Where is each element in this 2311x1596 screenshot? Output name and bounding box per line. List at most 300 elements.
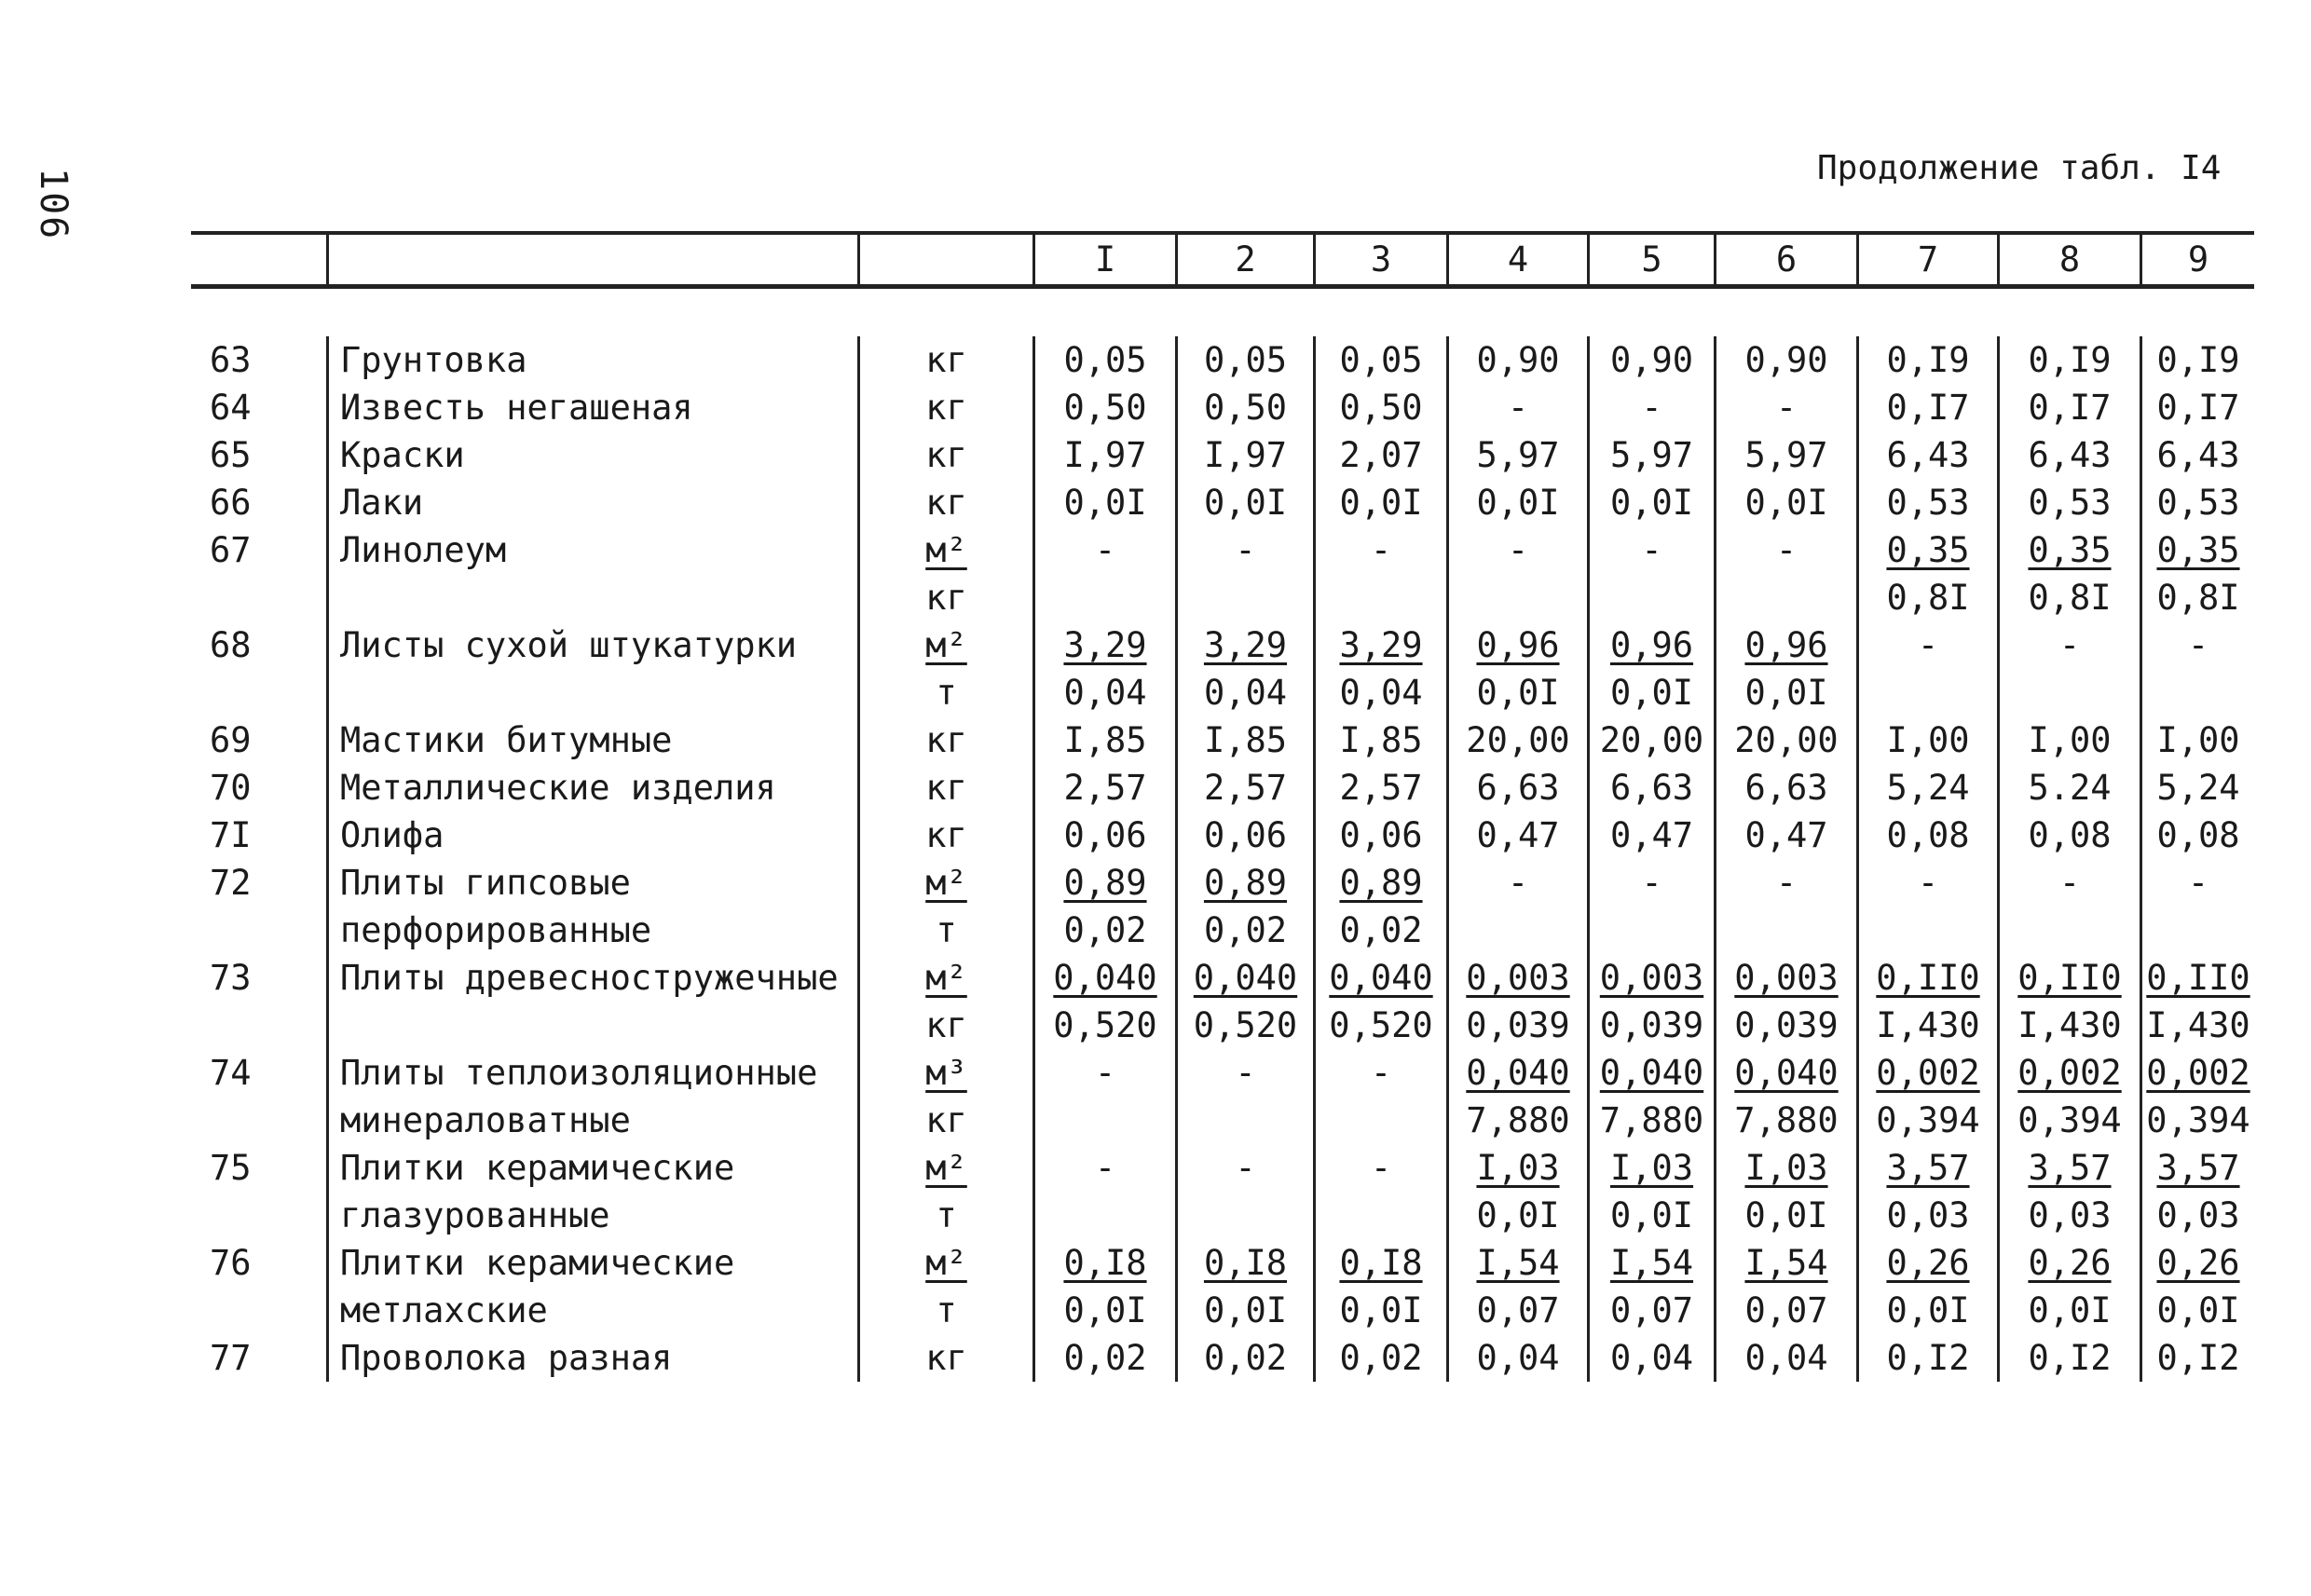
material-name: Олифа xyxy=(328,812,859,859)
table-row xyxy=(191,1334,2254,1382)
value-cell-col-9: 0,I2 xyxy=(2141,1334,2255,1382)
row-number: 75 xyxy=(210,1148,252,1188)
material-name: Плиты гипсовые xyxy=(328,859,859,907)
value-cell-col-3: - xyxy=(1315,1049,1448,1097)
value-cell-col-2: 0,I8 xyxy=(1177,1239,1315,1287)
value-cell-col-3: 0,I8 xyxy=(1315,1239,1448,1287)
value-cell-col-6: 7,880 xyxy=(1716,1097,1858,1144)
table-row xyxy=(191,526,2254,574)
value-cell-col-9: I,00 xyxy=(2141,716,2255,764)
table-row xyxy=(191,574,2254,621)
unit-cell: т xyxy=(859,1287,1034,1334)
value-cell-col-2: - xyxy=(1177,526,1315,574)
value-cell-col-6: 5,97 xyxy=(1716,431,1858,479)
value-cell-col-4: 0,90 xyxy=(1448,336,1589,384)
value-cell-col-1: 3,29 xyxy=(1034,621,1177,669)
value-cell-col-6: 0,0I xyxy=(1716,1192,1858,1239)
value-cell-col-5: 0,07 xyxy=(1589,1287,1716,1334)
table-row xyxy=(191,1097,2254,1144)
value-cell-col-9: I,430 xyxy=(2141,1002,2255,1049)
header-column-1: I xyxy=(1034,233,1177,287)
value-cell-col-9: 0,08 xyxy=(2141,812,2255,859)
unit-cell: м² xyxy=(859,954,1034,1002)
table-row xyxy=(191,1144,2254,1192)
unit-cell: кг xyxy=(859,764,1034,812)
unit-cell: кг xyxy=(859,574,1034,621)
material-name: Плитки керамические xyxy=(328,1144,859,1192)
value-cell-col-7: 0,35 xyxy=(1858,526,1999,574)
value-cell-col-1: 0,05 xyxy=(1034,336,1177,384)
row-number: 63 xyxy=(210,340,252,380)
value-cell-col-3: I,85 xyxy=(1315,716,1448,764)
table-row xyxy=(191,336,2254,384)
value-cell-col-2: - xyxy=(1177,1049,1315,1097)
value-cell-col-9: 0,0I xyxy=(2141,1287,2255,1334)
value-cell-col-6: 0,90 xyxy=(1716,336,1858,384)
material-name: Лаки xyxy=(328,479,859,526)
value-cell-col-4: 0,96 xyxy=(1448,621,1589,669)
page-number: 106 xyxy=(32,168,75,241)
table-row xyxy=(191,1192,2254,1239)
value-cell-col-7: 0,394 xyxy=(1858,1097,1999,1144)
value-cell-col-8 xyxy=(1999,669,2141,716)
material-name: глазурованные xyxy=(328,1192,859,1239)
value-cell-col-9: 0,26 xyxy=(2141,1239,2255,1287)
value-cell-col-6: I,03 xyxy=(1716,1144,1858,1192)
value-cell-col-8: 0,394 xyxy=(1999,1097,2141,1144)
value-cell-col-2: 0,06 xyxy=(1177,812,1315,859)
value-cell-col-9: 5,24 xyxy=(2141,764,2255,812)
value-cell-col-8: 0,I9 xyxy=(1999,336,2141,384)
value-cell-col-5: 0,0I xyxy=(1589,479,1716,526)
unit-cell: м² xyxy=(859,1144,1034,1192)
value-cell-col-8: I,00 xyxy=(1999,716,2141,764)
header-column-6: 6 xyxy=(1716,233,1858,287)
material-name: Грунтовка xyxy=(328,336,859,384)
value-cell-col-3: 0,02 xyxy=(1315,1334,1448,1382)
row-number: 73 xyxy=(210,958,252,998)
value-cell-col-6: 0,07 xyxy=(1716,1287,1858,1334)
value-cell-col-9: 0,8I xyxy=(2141,574,2255,621)
row-number: 69 xyxy=(210,720,252,760)
table-row xyxy=(191,479,2254,526)
table-row xyxy=(191,764,2254,812)
value-cell-col-2: 0,520 xyxy=(1177,1002,1315,1049)
value-cell-col-2: 0,0I xyxy=(1177,1287,1315,1334)
table-row xyxy=(191,384,2254,431)
value-cell-col-5: 0,003 xyxy=(1589,954,1716,1002)
value-cell-col-3: 0,520 xyxy=(1315,1002,1448,1049)
value-cell-col-3: 0,50 xyxy=(1315,384,1448,431)
value-cell-col-3: 0,0I xyxy=(1315,1287,1448,1334)
row-number: 67 xyxy=(210,530,252,570)
value-cell-col-3: - xyxy=(1315,1144,1448,1192)
value-cell-col-3: 0,02 xyxy=(1315,907,1448,954)
value-cell-col-2: 0,50 xyxy=(1177,384,1315,431)
material-name xyxy=(328,574,859,621)
header-column-8: 8 xyxy=(1999,233,2141,287)
value-cell-col-7: 3,57 xyxy=(1858,1144,1999,1192)
table-row xyxy=(191,954,2254,1002)
value-cell-col-9: 0,I9 xyxy=(2141,336,2255,384)
table-caption: Продолжение табл. I4 xyxy=(1817,149,2222,187)
row-number xyxy=(191,669,328,716)
row-number: 66 xyxy=(210,483,252,523)
value-cell-col-4: 0,039 xyxy=(1448,1002,1589,1049)
value-cell-col-5 xyxy=(1589,907,1716,954)
unit-cell: кг xyxy=(859,1002,1034,1049)
material-name: минераловатные xyxy=(328,1097,859,1144)
value-cell-col-8: 3,57 xyxy=(1999,1144,2141,1192)
header-column-4: 4 xyxy=(1448,233,1589,287)
value-cell-col-1: 0,50 xyxy=(1034,384,1177,431)
value-cell-col-5: - xyxy=(1589,384,1716,431)
row-number xyxy=(191,1287,328,1334)
value-cell-col-2: 0,04 xyxy=(1177,669,1315,716)
value-cell-col-7: - xyxy=(1858,859,1999,907)
row-number xyxy=(191,1002,328,1049)
value-cell-col-4 xyxy=(1448,574,1589,621)
value-cell-col-6: 0,040 xyxy=(1716,1049,1858,1097)
row-number: 7I xyxy=(210,815,252,855)
value-cell-col-1: I,97 xyxy=(1034,431,1177,479)
value-cell-col-9: 0,394 xyxy=(2141,1097,2255,1144)
value-cell-col-2: 0,02 xyxy=(1177,1334,1315,1382)
unit-cell: кг xyxy=(859,1334,1034,1382)
material-name xyxy=(328,669,859,716)
value-cell-col-9: 3,57 xyxy=(2141,1144,2255,1192)
value-cell-col-6: 0,003 xyxy=(1716,954,1858,1002)
unit-cell: т xyxy=(859,1192,1034,1239)
value-cell-col-2 xyxy=(1177,1097,1315,1144)
value-cell-col-5: 0,96 xyxy=(1589,621,1716,669)
value-cell-col-6: 0,47 xyxy=(1716,812,1858,859)
value-cell-col-2: 0,05 xyxy=(1177,336,1315,384)
value-cell-col-7: 0,0I xyxy=(1858,1287,1999,1334)
value-cell-col-1: 0,I8 xyxy=(1034,1239,1177,1287)
value-cell-col-2: 0,0I xyxy=(1177,479,1315,526)
unit-cell: кг xyxy=(859,812,1034,859)
value-cell-col-2: - xyxy=(1177,1144,1315,1192)
value-cell-col-3: 2,07 xyxy=(1315,431,1448,479)
value-cell-col-1 xyxy=(1034,1097,1177,1144)
material-name: метлахские xyxy=(328,1287,859,1334)
value-cell-col-8: 0,08 xyxy=(1999,812,2141,859)
value-cell-col-4: 7,880 xyxy=(1448,1097,1589,1144)
value-cell-col-7 xyxy=(1858,907,1999,954)
row-number: 76 xyxy=(210,1243,252,1283)
value-cell-col-8 xyxy=(1999,907,2141,954)
value-cell-col-1 xyxy=(1034,1192,1177,1239)
value-cell-col-2 xyxy=(1177,574,1315,621)
value-cell-col-3: 3,29 xyxy=(1315,621,1448,669)
unit-cell: кг xyxy=(859,384,1034,431)
table-header-row xyxy=(191,233,2254,287)
value-cell-col-9: 6,43 xyxy=(2141,431,2255,479)
value-cell-col-4 xyxy=(1448,907,1589,954)
value-cell-col-4: 0,04 xyxy=(1448,1334,1589,1382)
header-column-9: 9 xyxy=(2141,233,2255,287)
unit-cell: кг xyxy=(859,716,1034,764)
value-cell-col-1: 0,040 xyxy=(1034,954,1177,1002)
unit-cell: м² xyxy=(859,859,1034,907)
value-cell-col-6: 0,039 xyxy=(1716,1002,1858,1049)
table-row xyxy=(191,669,2254,716)
unit-cell: кг xyxy=(859,1097,1034,1144)
value-cell-col-6: 0,0I xyxy=(1716,479,1858,526)
value-cell-col-6: 0,96 xyxy=(1716,621,1858,669)
value-cell-col-2: I,85 xyxy=(1177,716,1315,764)
material-name: Краски xyxy=(328,431,859,479)
value-cell-col-9 xyxy=(2141,907,2255,954)
header-column-7: 7 xyxy=(1858,233,1999,287)
value-cell-col-8: 0,03 xyxy=(1999,1192,2141,1239)
value-cell-col-1: 0,0I xyxy=(1034,1287,1177,1334)
value-cell-col-4: 0,0I xyxy=(1448,669,1589,716)
material-name: Плитки керамические xyxy=(328,1239,859,1287)
value-cell-col-6: 0,0I xyxy=(1716,669,1858,716)
material-name: Листы сухой штукатурки xyxy=(328,621,859,669)
value-cell-col-7: I,430 xyxy=(1858,1002,1999,1049)
value-cell-col-1: 0,02 xyxy=(1034,907,1177,954)
value-cell-col-7: 0,08 xyxy=(1858,812,1999,859)
value-cell-col-4: 0,0I xyxy=(1448,479,1589,526)
value-cell-col-4: 5,97 xyxy=(1448,431,1589,479)
value-cell-col-3: 0,0I xyxy=(1315,479,1448,526)
header-empty-cell xyxy=(191,233,328,287)
value-cell-col-3: 0,05 xyxy=(1315,336,1448,384)
value-cell-col-3: 2,57 xyxy=(1315,764,1448,812)
value-cell-col-3: - xyxy=(1315,526,1448,574)
row-number: 74 xyxy=(210,1053,252,1093)
value-cell-col-6: - xyxy=(1716,384,1858,431)
table-row xyxy=(191,1287,2254,1334)
row-number: 65 xyxy=(210,435,252,475)
value-cell-col-7 xyxy=(1858,669,1999,716)
value-cell-col-1: 0,0I xyxy=(1034,479,1177,526)
table-row xyxy=(191,1002,2254,1049)
value-cell-col-3: 0,06 xyxy=(1315,812,1448,859)
material-name: Мастики битумные xyxy=(328,716,859,764)
value-cell-col-3: 0,04 xyxy=(1315,669,1448,716)
value-cell-col-7: 5,24 xyxy=(1858,764,1999,812)
unit-cell: м² xyxy=(859,1239,1034,1287)
value-cell-col-8: 6,43 xyxy=(1999,431,2141,479)
value-cell-col-9: 0,35 xyxy=(2141,526,2255,574)
material-name: перфорированные xyxy=(328,907,859,954)
value-cell-col-6: 6,63 xyxy=(1716,764,1858,812)
value-cell-col-5: 6,63 xyxy=(1589,764,1716,812)
row-number: 72 xyxy=(210,863,252,903)
unit-cell: м³ xyxy=(859,1049,1034,1097)
value-cell-col-1: I,85 xyxy=(1034,716,1177,764)
unit-cell: кг xyxy=(859,431,1034,479)
material-name: Металлические изделия xyxy=(328,764,859,812)
value-cell-col-1: - xyxy=(1034,1049,1177,1097)
value-cell-col-5: 0,039 xyxy=(1589,1002,1716,1049)
value-cell-col-8: 0,I7 xyxy=(1999,384,2141,431)
value-cell-col-5: - xyxy=(1589,526,1716,574)
value-cell-col-6 xyxy=(1716,574,1858,621)
table-row xyxy=(191,812,2254,859)
value-cell-col-8: - xyxy=(1999,859,2141,907)
value-cell-col-5: 0,0I xyxy=(1589,669,1716,716)
row-number xyxy=(191,1192,328,1239)
table-row xyxy=(191,1239,2254,1287)
value-cell-col-9: 0,II0 xyxy=(2141,954,2255,1002)
value-cell-col-7: 0,53 xyxy=(1858,479,1999,526)
value-cell-col-1: - xyxy=(1034,526,1177,574)
value-cell-col-7: 0,I2 xyxy=(1858,1334,1999,1382)
table-row xyxy=(191,431,2254,479)
material-name: Линолеум xyxy=(328,526,859,574)
unit-cell: кг xyxy=(859,336,1034,384)
value-cell-col-5: I,54 xyxy=(1589,1239,1716,1287)
row-number: 77 xyxy=(210,1338,252,1378)
table-row xyxy=(191,716,2254,764)
value-cell-col-6: - xyxy=(1716,526,1858,574)
table-row xyxy=(191,859,2254,907)
value-cell-col-2: 0,040 xyxy=(1177,954,1315,1002)
row-number: 64 xyxy=(210,388,252,428)
value-cell-col-4: 0,040 xyxy=(1448,1049,1589,1097)
row-number xyxy=(191,1097,328,1144)
value-cell-col-8: 0,53 xyxy=(1999,479,2141,526)
table-row xyxy=(191,907,2254,954)
value-cell-col-5 xyxy=(1589,574,1716,621)
materials-table xyxy=(191,231,2254,1382)
value-cell-col-4: - xyxy=(1448,384,1589,431)
value-cell-col-4: - xyxy=(1448,526,1589,574)
table-row xyxy=(191,621,2254,669)
unit-cell: т xyxy=(859,669,1034,716)
unit-cell: м² xyxy=(859,526,1034,574)
value-cell-col-3: 0,89 xyxy=(1315,859,1448,907)
value-cell-col-6: I,54 xyxy=(1716,1239,1858,1287)
value-cell-col-6 xyxy=(1716,907,1858,954)
value-cell-col-8: - xyxy=(1999,621,2141,669)
value-cell-col-1: 0,04 xyxy=(1034,669,1177,716)
value-cell-col-7: 6,43 xyxy=(1858,431,1999,479)
header-empty-cell xyxy=(859,233,1034,287)
value-cell-col-4: 0,0I xyxy=(1448,1192,1589,1239)
unit-cell: м² xyxy=(859,621,1034,669)
value-cell-col-1 xyxy=(1034,574,1177,621)
value-cell-col-4: 0,47 xyxy=(1448,812,1589,859)
value-cell-col-4: 6,63 xyxy=(1448,764,1589,812)
value-cell-col-7: 0,I7 xyxy=(1858,384,1999,431)
value-cell-col-3 xyxy=(1315,1192,1448,1239)
value-cell-col-5: 0,0I xyxy=(1589,1192,1716,1239)
value-cell-col-5: 0,04 xyxy=(1589,1334,1716,1382)
value-cell-col-8: 5.24 xyxy=(1999,764,2141,812)
value-cell-col-1: 2,57 xyxy=(1034,764,1177,812)
header-column-3: 3 xyxy=(1315,233,1448,287)
table-row xyxy=(191,1049,2254,1097)
value-cell-col-3 xyxy=(1315,574,1448,621)
material-name: Плиты теплоизоляционные xyxy=(328,1049,859,1097)
value-cell-col-9: - xyxy=(2141,859,2255,907)
value-cell-col-7: - xyxy=(1858,621,1999,669)
value-cell-col-4: I,03 xyxy=(1448,1144,1589,1192)
value-cell-col-5: 0,90 xyxy=(1589,336,1716,384)
value-cell-col-5: 0,47 xyxy=(1589,812,1716,859)
value-cell-col-1: 0,89 xyxy=(1034,859,1177,907)
row-number: 70 xyxy=(210,768,252,808)
value-cell-col-2: I,97 xyxy=(1177,431,1315,479)
value-cell-col-6: 20,00 xyxy=(1716,716,1858,764)
value-cell-col-9: - xyxy=(2141,621,2255,669)
value-cell-col-7: 0,26 xyxy=(1858,1239,1999,1287)
value-cell-col-8: 0,8I xyxy=(1999,574,2141,621)
value-cell-col-7: I,00 xyxy=(1858,716,1999,764)
unit-cell: т xyxy=(859,907,1034,954)
header-column-2: 2 xyxy=(1177,233,1315,287)
material-name: Известь негашеная xyxy=(328,384,859,431)
value-cell-col-8: I,430 xyxy=(1999,1002,2141,1049)
value-cell-col-5: I,03 xyxy=(1589,1144,1716,1192)
value-cell-col-1: 0,06 xyxy=(1034,812,1177,859)
value-cell-col-2: 0,89 xyxy=(1177,859,1315,907)
value-cell-col-9 xyxy=(2141,669,2255,716)
header-column-5: 5 xyxy=(1589,233,1716,287)
row-number xyxy=(191,574,328,621)
value-cell-col-2 xyxy=(1177,1192,1315,1239)
value-cell-col-4: - xyxy=(1448,859,1589,907)
value-cell-col-7: 0,II0 xyxy=(1858,954,1999,1002)
material-name: Плиты древесностружечные xyxy=(328,954,859,1002)
value-cell-col-9: 0,03 xyxy=(2141,1192,2255,1239)
value-cell-col-5: 0,040 xyxy=(1589,1049,1716,1097)
value-cell-col-2: 0,02 xyxy=(1177,907,1315,954)
header-empty-cell xyxy=(328,233,859,287)
value-cell-col-3 xyxy=(1315,1097,1448,1144)
value-cell-col-7: 0,002 xyxy=(1858,1049,1999,1097)
value-cell-col-8: 0,35 xyxy=(1999,526,2141,574)
value-cell-col-6: 0,04 xyxy=(1716,1334,1858,1382)
value-cell-col-5: 20,00 xyxy=(1589,716,1716,764)
value-cell-col-7: 0,8I xyxy=(1858,574,1999,621)
value-cell-col-2: 3,29 xyxy=(1177,621,1315,669)
value-cell-col-5: - xyxy=(1589,859,1716,907)
value-cell-col-8: 0,0I xyxy=(1999,1287,2141,1334)
value-cell-col-6: - xyxy=(1716,859,1858,907)
value-cell-col-4: 0,003 xyxy=(1448,954,1589,1002)
material-name xyxy=(328,1002,859,1049)
value-cell-col-7: 0,I9 xyxy=(1858,336,1999,384)
value-cell-col-4: 0,07 xyxy=(1448,1287,1589,1334)
material-name: Проволока разная xyxy=(328,1334,859,1382)
value-cell-col-7: 0,03 xyxy=(1858,1192,1999,1239)
value-cell-col-9: 0,002 xyxy=(2141,1049,2255,1097)
value-cell-col-1: 0,520 xyxy=(1034,1002,1177,1049)
value-cell-col-2: 2,57 xyxy=(1177,764,1315,812)
value-cell-col-9: 0,I7 xyxy=(2141,384,2255,431)
unit-cell: кг xyxy=(859,479,1034,526)
value-cell-col-8: 0,I2 xyxy=(1999,1334,2141,1382)
row-number xyxy=(191,907,328,954)
row-number: 68 xyxy=(210,625,252,665)
value-cell-col-8: 0,26 xyxy=(1999,1239,2141,1287)
value-cell-col-1: - xyxy=(1034,1144,1177,1192)
value-cell-col-3: 0,040 xyxy=(1315,954,1448,1002)
value-cell-col-4: 20,00 xyxy=(1448,716,1589,764)
value-cell-col-5: 7,880 xyxy=(1589,1097,1716,1144)
value-cell-col-4: I,54 xyxy=(1448,1239,1589,1287)
value-cell-col-8: 0,II0 xyxy=(1999,954,2141,1002)
value-cell-col-9: 0,53 xyxy=(2141,479,2255,526)
value-cell-col-1: 0,02 xyxy=(1034,1334,1177,1382)
